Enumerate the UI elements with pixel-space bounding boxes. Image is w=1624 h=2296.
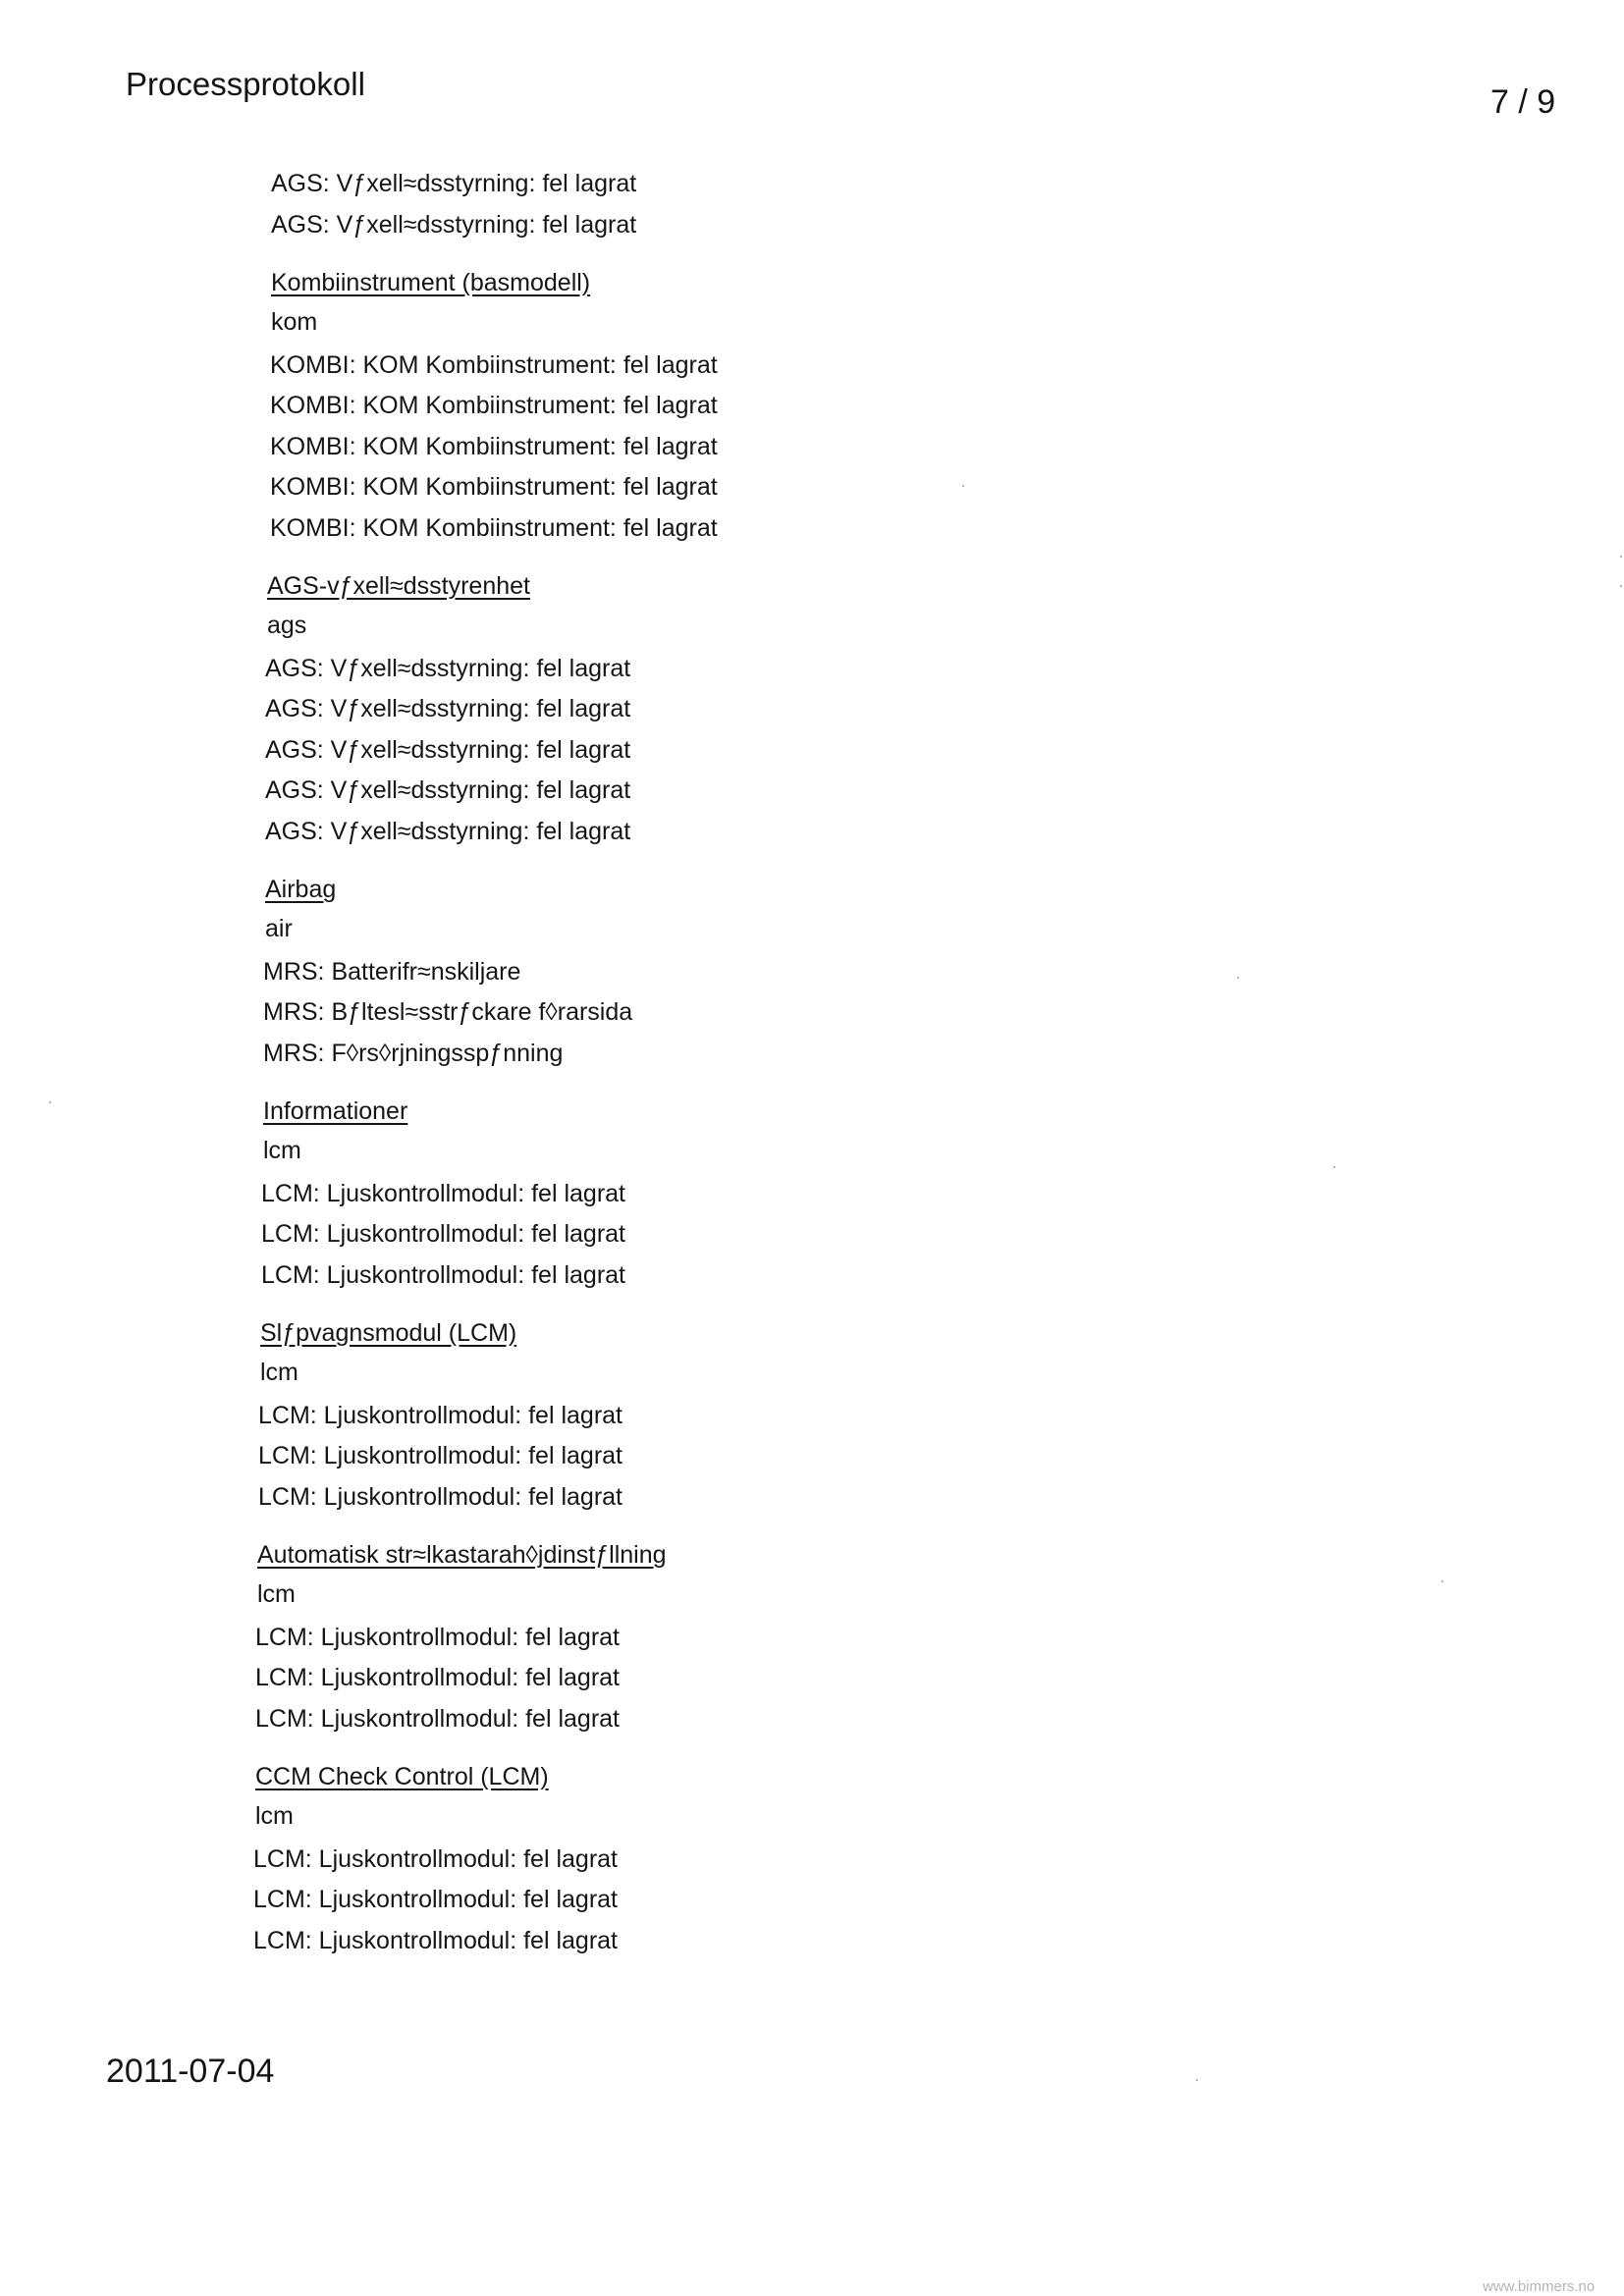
scan-speck xyxy=(1237,977,1239,979)
fault-entry: MRS: F◊rs◊rjningsspƒnning xyxy=(263,1040,564,1067)
fault-entry: LCM: Ljuskontrollmodul: fel lagrat xyxy=(261,1261,625,1289)
section-code: air xyxy=(265,915,293,942)
fault-entry: LCM: Ljuskontrollmodul: fel lagrat xyxy=(255,1664,620,1691)
fault-entry: LCM: Ljuskontrollmodul: fel lagrat xyxy=(258,1402,623,1429)
fault-entry: KOMBI: KOM Kombiinstrument: fel lagrat xyxy=(270,433,718,460)
section-heading: CCM Check Control (LCM) xyxy=(255,1763,549,1790)
fault-entry: AGS: Vƒxell≈dsstyrning: fel lagrat xyxy=(265,818,631,845)
scan-speck xyxy=(1620,585,1622,587)
section-code: lcm xyxy=(263,1137,301,1164)
fault-entry: LCM: Ljuskontrollmodul: fel lagrat xyxy=(258,1442,623,1469)
section-code: lcm xyxy=(257,1580,296,1608)
fault-entry: MRS: Batterifr≈nskiljare xyxy=(263,958,521,986)
section-heading: Airbag xyxy=(265,876,337,903)
watermark: www.bimmers.no xyxy=(1483,2278,1596,2295)
fault-entry: AGS: Vƒxell≈dsstyrning: fel lagrat xyxy=(265,695,631,722)
section-heading: Automatisk str≈lkastarah◊jdinstƒllning xyxy=(257,1541,667,1569)
page-number: 7 / 9 xyxy=(1490,83,1556,121)
scan-speck xyxy=(1333,1166,1335,1168)
scan-speck xyxy=(962,485,964,487)
fault-entry: KOMBI: KOM Kombiinstrument: fel lagrat xyxy=(270,392,718,419)
fault-entry: MRS: Bƒltesl≈sstrƒckare f◊rarsida xyxy=(263,998,633,1026)
fault-entry: KOMBI: KOM Kombiinstrument: fel lagrat xyxy=(270,514,718,542)
section-heading: AGS-vƒxell≈dsstyrenhet xyxy=(267,572,530,600)
section-heading: Kombiinstrument (basmodell) xyxy=(271,269,591,296)
fault-entry: LCM: Ljuskontrollmodul: fel lagrat xyxy=(261,1220,625,1248)
section-code: kom xyxy=(271,308,318,336)
lead-line: AGS: Vƒxell≈dsstyrning: fel lagrat xyxy=(271,211,637,239)
scan-speck xyxy=(1441,1580,1443,1582)
fault-entry: LCM: Ljuskontrollmodul: fel lagrat xyxy=(255,1705,620,1733)
lead-line: AGS: Vƒxell≈dsstyrning: fel lagrat xyxy=(271,170,637,197)
fault-entry: KOMBI: KOM Kombiinstrument: fel lagrat xyxy=(270,473,718,501)
fault-entry: AGS: Vƒxell≈dsstyrning: fel lagrat xyxy=(265,736,631,764)
fault-entry: AGS: Vƒxell≈dsstyrning: fel lagrat xyxy=(265,655,631,682)
fault-entry: KOMBI: KOM Kombiinstrument: fel lagrat xyxy=(270,351,718,379)
fault-entry: LCM: Ljuskontrollmodul: fel lagrat xyxy=(255,1624,620,1651)
fault-entry: LCM: Ljuskontrollmodul: fel lagrat xyxy=(253,1927,618,1954)
section-code: lcm xyxy=(255,1802,294,1830)
fault-entry: AGS: Vƒxell≈dsstyrning: fel lagrat xyxy=(265,776,631,804)
section-heading: Slƒpvagnsmodul (LCM) xyxy=(260,1319,517,1347)
section-code: ags xyxy=(267,612,307,639)
fault-entry: LCM: Ljuskontrollmodul: fel lagrat xyxy=(253,1845,618,1873)
scan-speck xyxy=(49,1101,51,1103)
page-title: Processprotokoll xyxy=(126,66,365,102)
scan-speck xyxy=(1196,2079,1198,2081)
scan-speck xyxy=(1620,556,1622,558)
section-heading: Informationer xyxy=(263,1097,408,1125)
document-date: 2011-07-04 xyxy=(106,2053,275,2090)
fault-entry: LCM: Ljuskontrollmodul: fel lagrat xyxy=(261,1180,625,1207)
section-code: lcm xyxy=(260,1359,298,1386)
fault-entry: LCM: Ljuskontrollmodul: fel lagrat xyxy=(258,1483,623,1511)
fault-entry: LCM: Ljuskontrollmodul: fel lagrat xyxy=(253,1886,618,1913)
